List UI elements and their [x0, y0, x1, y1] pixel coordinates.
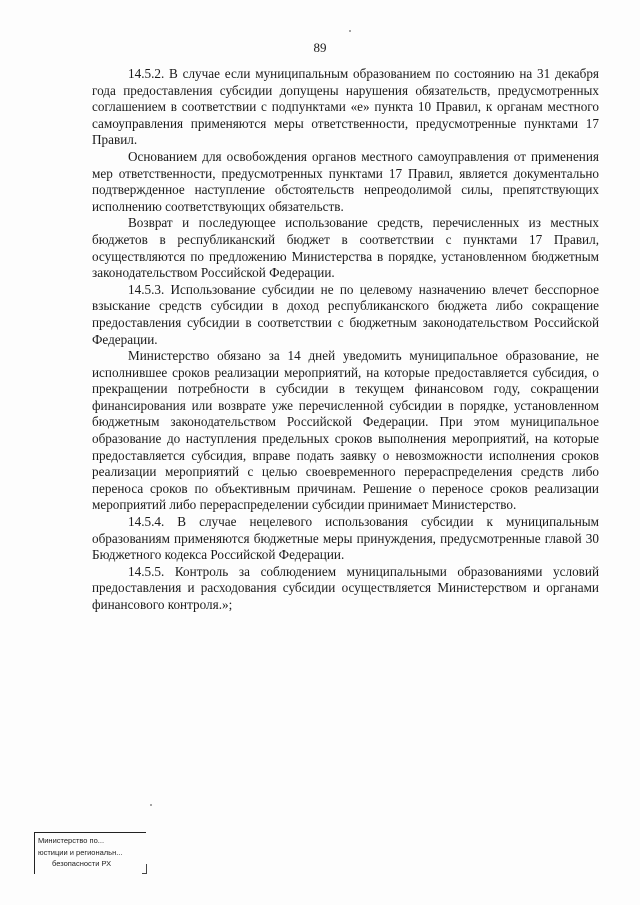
- registration-stamp: [34, 832, 146, 874]
- scan-speck: [349, 30, 351, 32]
- page-number: 89: [313, 40, 327, 55]
- scan-speck: [150, 804, 152, 806]
- stamp-line: Министерство по...: [38, 836, 105, 845]
- paragraph-14-5-2: 14.5.2. В случае если муниципальным образованием по состоянию на 31 декабря года предоставления субсидии допущены нарушения обязательств, предусмотренных соглашением в соответствии с подпунктами «е» пункта 10 Правил, к органам местного самоуправления применяются меры ответственности, предусмотренные пунктами 17 Правил.: [92, 66, 599, 148]
- paragraph-14-5-5: 14.5.5. Контроль за соблюдением муниципальными образованиями условий предоставления и расходования субсидии осуществляется Министерством и органами финансового контроля.»;: [92, 563, 599, 612]
- paragraph-funds-return: Возврат и последующее использование средств, перечисленных из местных бюджетов в республиканский бюджет в соответствии с пунктами 17 Правил, осуществляются по предложению Министерства в порядке, установленном бюджетным законодательством Российской Федерации.: [92, 215, 599, 281]
- paragraph-14-5-4: 14.5.4. В случае нецелевого использования субсидии к муниципальным образованиям применяются бюджетные меры принуждения, предусмотренные главой 30 Бюджетного кодекса Российской Федерации.: [92, 514, 599, 563]
- stamp-corner: [142, 864, 147, 874]
- paragraph-14-5-3: 14.5.3. Использование субсидии не по целевому назначению влечет бесспорное взыскание средств субсидии в доход республиканского бюджета либо сокращение предоставления субсидии в соответствии с бюджетным законодательством Российской Федерации.: [92, 281, 599, 347]
- stamp-line: безопасности РХ: [52, 859, 112, 868]
- paragraph-ministry-notice: Министерство обязано за 14 дней уведомить муниципальное образование, не исполнившее сроков реализации мероприятий, на которые предоставляется субсидия, о прекращении потребности в субсидии в текущем финансовом году, сокращении финансирования или возврате уже перечисленной субсидии в порядке, установленном бюджетным законодательством Российской Федерации. При этом муниципальное образование до наступления предельных сроков выполнения мероприятий, на которые предоставляется субсидия, вправе подать заявку о невозможности исполнения сроков реализации мероприятий с целью своевременного перераспределения средств либо переноса сроков по объективным причинам. Решение о переносе сроков реализации мероприятий либо перераспределении субсидии принимает Министерство.: [92, 348, 599, 513]
- stamp-line: юстиции и региональн...: [38, 847, 123, 857]
- document-body: [92, 66, 599, 614]
- paragraph-exemption-grounds: Основанием для освобождения органов местного самоуправления от применения мер ответственности, предусмотренных пунктами 17 Правил, является документально подтвержденное наступление обстоятельств непреодолимой силы, препятствующих исполнению соответствующих обязательств.: [92, 148, 599, 214]
